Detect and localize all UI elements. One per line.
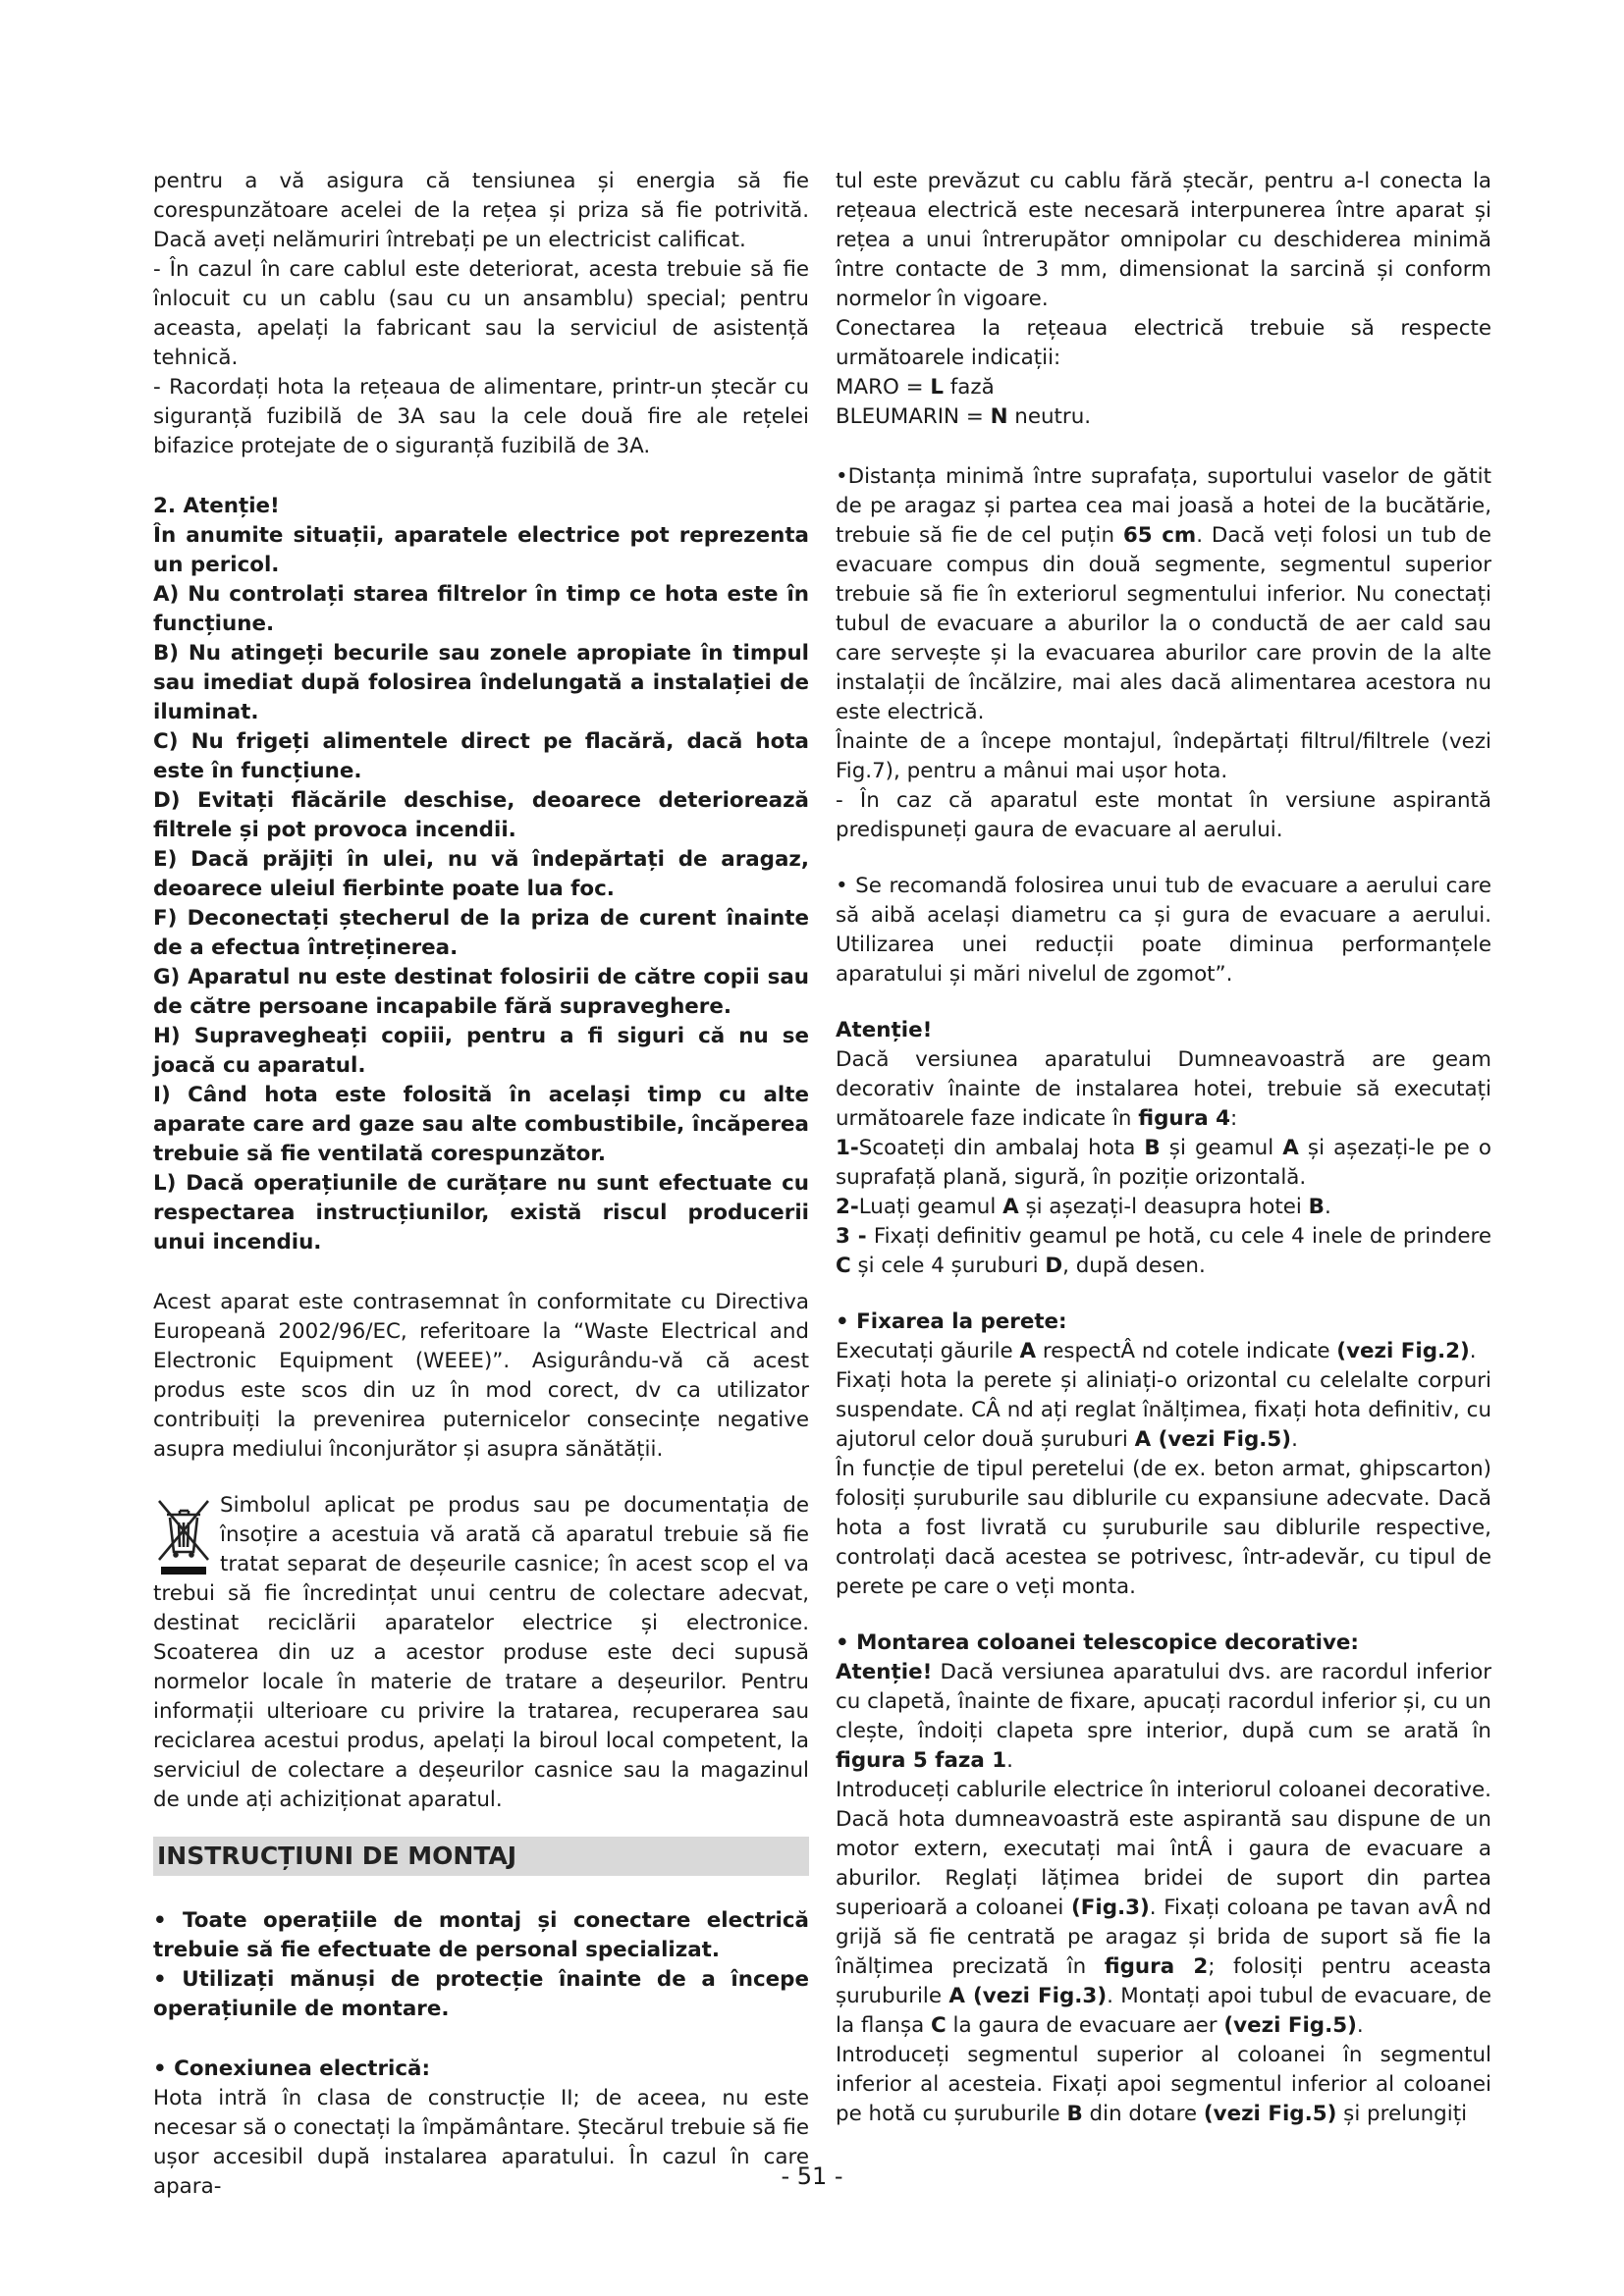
column-mount-title: • Montarea coloanei telescopice decorative: (836, 1630, 1359, 1655)
warning-item: H) Supravegheați copiii, pentru a fi siguri că nu se joacă cu aparatul. (153, 1024, 809, 1078)
warning-item: C) Nu frigeți alimentele direct pe flacără, dacă hota este în funcțiune. (153, 729, 809, 783)
column-mount-paragraph-2: Introduceți cablurile electrice în interiorul coloanei decorative. Dacă hota dumneavoastră este aspirantă sau dispune de un motor extern, executați mai întÂ i gaura de evacuare a aburilor. Reglați lățimea bridei de suport din partea superioară a coloanei (Fig.3). Fixați coloana pe tavan avÂ nd grijă să fie centrată pe aragaz și brida de suport să fie la înălțimea precizată în figura 2; folosiți pentru aceasta șuruburile A (vezi Fig.3). Montați apoi tubul de evacuare, de la flanșa C la gaura de evacuare aer (vezi Fig.5). (836, 1778, 1491, 2038)
left-column (153, 167, 809, 2202)
electric-connection-title: • Conexiunea electrică: (153, 2056, 431, 2081)
warning-item: D) Evitați flăcările deschise, deoarece deteriorează filtrele și pot provoca incendii. (153, 788, 809, 842)
electric-connection-text: Hota intră în clasa de construcție II; de aceea, nu este necesar să o conectați la împământare. Ștecărul trebuie să fie ușor accesibil după instalarea aparatului. În cazul în care apara- (153, 2086, 809, 2199)
wall-fixing-paragraph-3: În funcție de tipul peretelui (de ex. beton armat, ghipscarton) folosiți șuruburile sau diblurile cu expansiune adecvate. Dacă hota a fost livrată cu șuruburile sau diblurile respective, controlați dacă acestea se potrivesc, într-adevăr, cu tipul de perete pe care o veți monta. (836, 1457, 1491, 1599)
weee-block (153, 1491, 809, 1815)
intro-paragraph-2: - În cazul în care cablul este deteriorat, acesta trebuie să fie înlocuit cu un cablu (sau cu un ansamblu) special; pentru aceasta, apelați la fabricant sau la serviciul de asistență tehnică. (153, 257, 809, 370)
right-column (836, 167, 1491, 2129)
warning-title: 2. Atenție! (153, 494, 280, 518)
distance-paragraph: •Distanța minimă între suprafața, suportului vaselor de gătit de pe aragaz și partea cea mai joasă a hotei de la bucătărie, trebuie să fie de cel puțin 65 cm. Dacă veți folosi un tub de evacuare compus din două segmente, segmentul superior trebuie să fie în exteriorul segmentului inferior. Nu conectați tubul de evacuare a aburilor la o conductă de aer cald sau care servește și la evacuarea aburilor care provin de la alte instalații de încălzire, mai ales dacă alimentarea acestora nu este electrică. (836, 464, 1492, 724)
column-mount-paragraph-1: Atenție! Dacă versiunea aparatului dvs. are racordul inferior cu clapetă, înainte de fixare, apucați racordul inferior și, cu un clește, îndoiți clapeta spre interior, după cum se arată în figura 5 faza 1. (836, 1660, 1491, 1773)
wall-fixing-title: • Fixarea la perete: (836, 1309, 1067, 1334)
warning-item: B) Nu atingeți becurile sau zonele apropiate în timpul sau imediat după folosirea îndelungată a instalației de iluminat. (153, 641, 809, 724)
intro-paragraph-3: - Racordați hota la rețeaua de alimentare, printr-un ștecăr cu siguranță fuzibilă de 3A sau la cele două fire ale rețelei bifazice protejate de o siguranță fuzibilă de 3A. (153, 375, 809, 458)
wall-fixing-paragraph-1: Executați găurile A respectÂ nd cotele indicate (vezi Fig.2). (836, 1339, 1477, 1363)
crossed-bin-icon (153, 1495, 214, 1577)
glass-step-3: 3 - Fixați definitiv geamul pe hotă, cu cele 4 inele de prindere C și cele 4 șuruburi D, după desen. (836, 1224, 1491, 1278)
aspirant-paragraph: - În caz că aparatul este montat în versiune aspirantă predispuneți gaura de evacuare al aerului. (836, 788, 1491, 842)
warning-block (153, 492, 809, 1257)
montage-bullet: • Utilizați mănuși de protecție înainte de a începe operațiunile de montare. (153, 1967, 809, 2021)
weee-directive-paragraph: Acest aparat este contrasemnat în conformitate cu Directiva Europeană 2002/96/EC, referitoare la “Waste Electrical and Electronic Equipment (WEEE)”. Asigurându-vă că acest produs este scos din uz în mod corect, dv ca utilizator contribuiți la prevenirea puternicelor consecințe negative asupra mediului înconjurător și asupra sănătății. (153, 1290, 809, 1462)
exhaust-tube-paragraph: • Se recomandă folosirea unui tub de evacuare a aerului care să aibă același diametru ca și gura de evacuare a aerului. Utilizarea unei reducții poate diminua performanțele aparatului și mări nivelul de zgomot”. (836, 874, 1491, 987)
glass-step-1: 1-Scoateți din ambalaj hota B și geamul A și așezați-le pe o suprafață plană, sigură, în poziție orizontală. (836, 1136, 1492, 1190)
cable-paragraph: tul este prevăzut cu cablu fără ștecăr, pentru a-l conecta la rețeaua electrică este necesară interpunerea între aparat și rețea a unui întrerupător omnipolar cu deschiderea minimă între contacte de 3 mm, dimensionat la sarcină și conform normelor în vigoare. (836, 169, 1491, 311)
weee-symbol-paragraph: Simbolul aplicat pe produs sau pe documentația de însoțire a acestuia vă arată că aparatul trebuie să fie tratat separat de deșeurile casnice; în acest scop el va trebui să fie încredințat unui centru de colectare adecvat, destinat reciclării aparatelor electrice și electronice. Scoaterea din uz a acestor produse este deci supusă normelor locale în materie de tratare a deșeurilor. Pentru informații ulterioare cu privire la tratarea, recuperarea sau reciclarea acestui produs, apelați la biroul local competent, la serviciul de colectare a deșeurilor casnice sau la magazinul de unde ați achiziționat aparatul. (153, 1493, 809, 1812)
section-header-montaj: INSTRUCȚIUNI DE MONTAJ (153, 1837, 809, 1876)
warning-item: A) Nu controlați starea filtrelor în timp ce hota este în funcțiune. (153, 582, 809, 636)
column-mount-paragraph-3: Introduceți segmentul superior al coloanei în segmentul inferior al acesteia. Fixați apoi segmentul inferior al coloanei pe hotă cu șuruburile B din dotare (vezi Fig.5) și prelungiți (836, 2043, 1491, 2126)
wall-fixing-paragraph-2: Fixați hota la perete și aliniați-o orizontal cu celelalte corpuri suspendate. CÂ nd ați reglat înălțimea, fixați hota definitiv, cu ajutorul celor două șuruburi A (vezi Fig.5). (836, 1368, 1491, 1452)
before-mount-paragraph: Înainte de a începe montajul, îndepărtați filtrul/filtrele (vezi Fig.7), pentru a mânui mai ușor hota. (836, 729, 1491, 783)
attention-paragraph: Dacă versiunea aparatului Dumneavoastră are geam decorativ înainte de instalarea hotei, trebuie să executați următoarele faze indicate în figura 4: (836, 1047, 1491, 1131)
page-number: - 51 - (781, 2163, 843, 2190)
attention-title: Atenție! (836, 1018, 933, 1042)
warning-item: I) Când hota este folosită în același timp cu alte aparate care ard gaze sau alte combustibile, încăperea trebuie să fie ventilată corespunzător. (153, 1083, 809, 1166)
wire-maro: MARO = L fază (836, 375, 995, 400)
intro-paragraph-1: pentru a vă asigura că tensiunea și energia să fie corespunzătoare acelei de la rețea și priza să fie potrivită. Dacă aveți nelămuriri întrebați pe un electricist calificat. (153, 169, 809, 252)
warning-item: G) Aparatul nu este destinat folosirii de către copii sau de către persoane incapabile fără supraveghere. (153, 965, 809, 1019)
warning-item: În anumite situații, aparatele electrice pot reprezenta un pericol. (153, 523, 809, 577)
glass-step-2: 2-Luați geamul A și așezați-l deasupra hotei B. (836, 1195, 1331, 1219)
warning-item: L) Dacă operațiunile de curățare nu sunt efectuate cu respectarea instrucțiunilor, există riscul producerii unui incendiu. (153, 1171, 809, 1255)
wire-bleumarin: BLEUMARIN = N neutru. (836, 404, 1092, 429)
warning-item: E) Dacă prăjiți în ulei, nu vă îndepărtați de aragaz, deoarece uleiul fierbinte poate lua foc. (153, 847, 809, 901)
warning-item: F) Deconectați ștecherul de la priza de curent înainte de a efectua întreținerea. (153, 906, 809, 960)
connection-rules-paragraph: Conectarea la rețeaua electrică trebuie să respecte următoarele indicații: (836, 316, 1491, 370)
montage-bullet: • Toate operațiile de montaj și conectare electrică trebuie să fie efectuate de personal specializat. (153, 1908, 809, 1962)
